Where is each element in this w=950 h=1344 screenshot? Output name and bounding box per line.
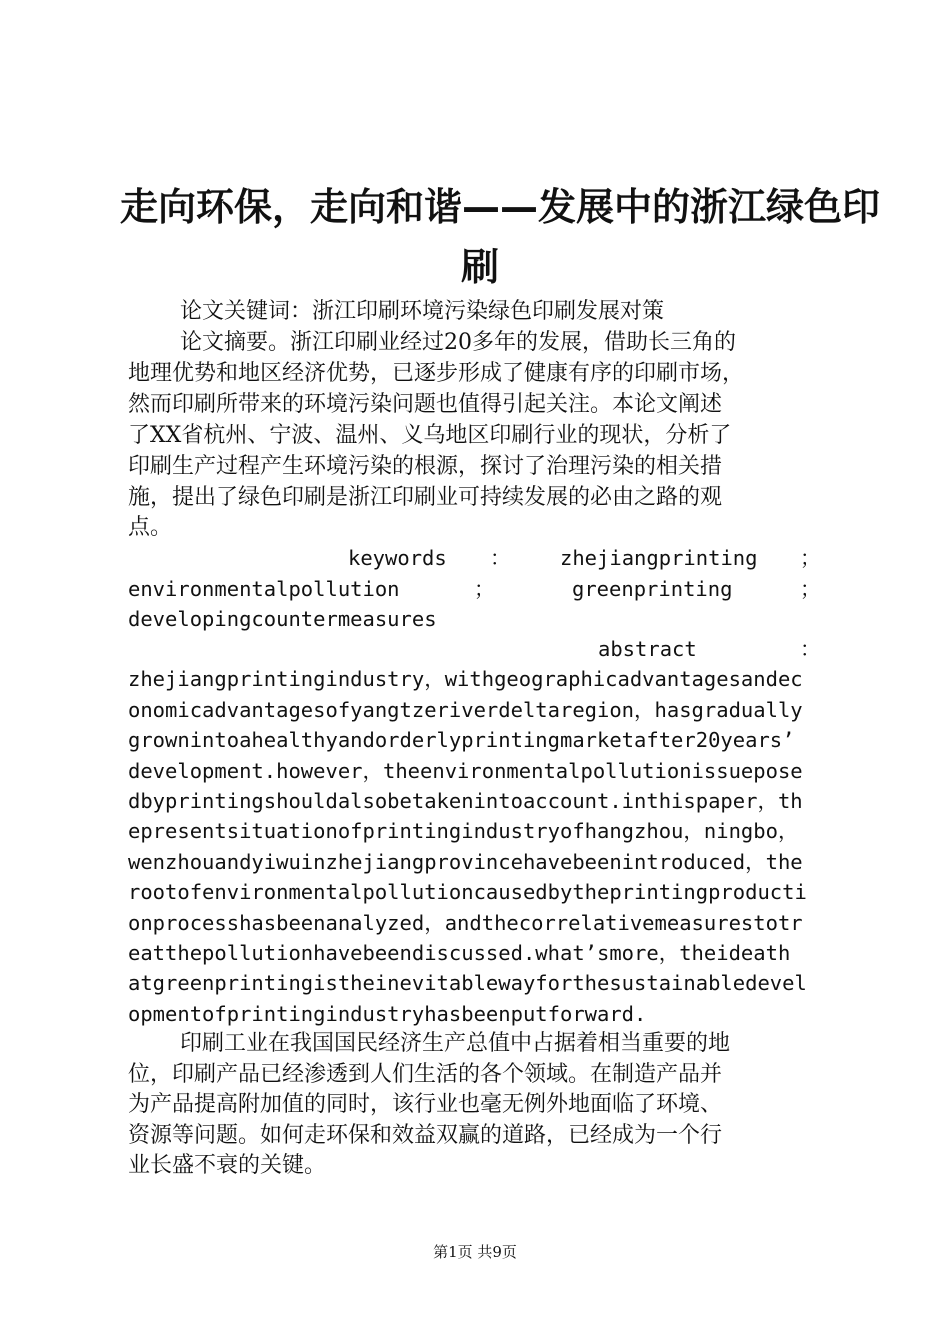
abstract-cn-line: 施，提出了绿色印刷是浙江印刷业可持续发展的必由之路的观 bbox=[128, 485, 723, 510]
document-title-line2: 刷 bbox=[460, 245, 499, 289]
keywords-en-colon: ： bbox=[490, 546, 511, 570]
keywords-en-label: keywords bbox=[348, 546, 447, 570]
keywords-en-separator: ； bbox=[800, 546, 821, 570]
abstract-cn-line: 然而印刷所带来的环境污染问题也值得引起关注。本论文阐述 bbox=[128, 392, 723, 417]
body-paragraph-line: 为产品提高附加值的同时，该行业也毫无例外地面临了环境、 bbox=[128, 1092, 723, 1117]
abstract-en-line: dbyprintingshouldalsobetakenintoaccount.inthispaper，th bbox=[128, 789, 803, 813]
abstract-cn-line: 地理优势和地区经济优势，已逐步形成了健康有序的印刷市场， bbox=[128, 361, 745, 386]
abstract-en-line: grownintoahealthyandorderlyprintingmarketafter20years’ bbox=[128, 728, 795, 752]
abstract-en-line: development.however，theenvironmentalpollutionissuepose bbox=[128, 759, 803, 783]
abstract-en-line: onomicadvantagesofyangtzeriverdeltaregion，hasgradually bbox=[128, 698, 803, 722]
keywords-en-row1 bbox=[128, 543, 832, 573]
abstract-en-line: eatthepollutionhavebeendiscussed.what’smore，theideath bbox=[128, 941, 791, 965]
abstract-en-line: epresentsituationofprintingindustryofhangzhou，ningbo， bbox=[128, 819, 799, 843]
abstract-en-line: wenzhouandyiwuinzhejiangprovincehavebeenintroduced，the bbox=[128, 850, 803, 874]
body-paragraph-line: 印刷工业在我国国民经济生产总值中占据着相当重要的地 bbox=[180, 1031, 731, 1056]
body-paragraph-line: 资源等问题。如何走环保和效益双赢的道路，已经成为一个行 bbox=[128, 1123, 723, 1148]
abstract-en-line: rootofenvironmentalpollutioncausedbytheprintingproducti bbox=[128, 880, 807, 904]
abstract-cn-line: 点。 bbox=[128, 515, 173, 540]
keywords-cn: 论文关键词：浙江印刷环境污染绿色印刷发展对策 bbox=[180, 299, 665, 324]
body-paragraph-line: 位，印刷产品已经渗透到人们生活的各个领域。在制造产品并 bbox=[128, 1062, 723, 1087]
document-title-line1: 走向环保，走向和谐——发展中的浙江绿色印 bbox=[120, 185, 881, 229]
keywords-en-item: environmentalpollution bbox=[128, 577, 400, 601]
keywords-en-row3 bbox=[128, 604, 832, 634]
abstract-en-colon: ： bbox=[800, 637, 821, 661]
abstract-cn-line: 论文摘要。浙江印刷业经过20多年的发展，借助长三角的 bbox=[180, 330, 736, 355]
abstract-cn-line: 了XX省杭州、宁波、温州、义乌地区印刷行业的现状，分析了 bbox=[128, 423, 732, 448]
keywords-en-separator: ； bbox=[800, 577, 821, 601]
abstract-cn-line: 印刷生产过程产生环境污染的根源，探讨了治理污染的相关措 bbox=[128, 454, 723, 479]
page-number-footer: 第1页 共9页 bbox=[433, 1243, 517, 1261]
abstract-en-line: zhejiangprintingindustry，withgeographicadvantagesandec bbox=[128, 667, 803, 691]
keywords-en-row2 bbox=[128, 574, 832, 604]
abstract-en-heading-row bbox=[128, 634, 832, 664]
abstract-en-line: onprocesshasbeenanalyzed，andthecorrelativemeasurestotr bbox=[128, 911, 803, 935]
keywords-en-item: zhejiangprinting bbox=[560, 546, 758, 570]
keywords-en-separator: ； bbox=[474, 577, 495, 601]
keywords-en-item: developingcountermeasures bbox=[128, 607, 437, 631]
body-paragraph-line: 业长盛不衰的关键。 bbox=[128, 1153, 327, 1178]
keywords-en-item: greenprinting bbox=[572, 577, 733, 601]
abstract-en-line: opmentofprintingindustryhasbeenputforward. bbox=[128, 1002, 647, 1026]
abstract-en-line: atgreenprintingistheinevitablewayforthesustainabledevel bbox=[128, 971, 807, 995]
abstract-en-label: abstract bbox=[598, 637, 697, 661]
